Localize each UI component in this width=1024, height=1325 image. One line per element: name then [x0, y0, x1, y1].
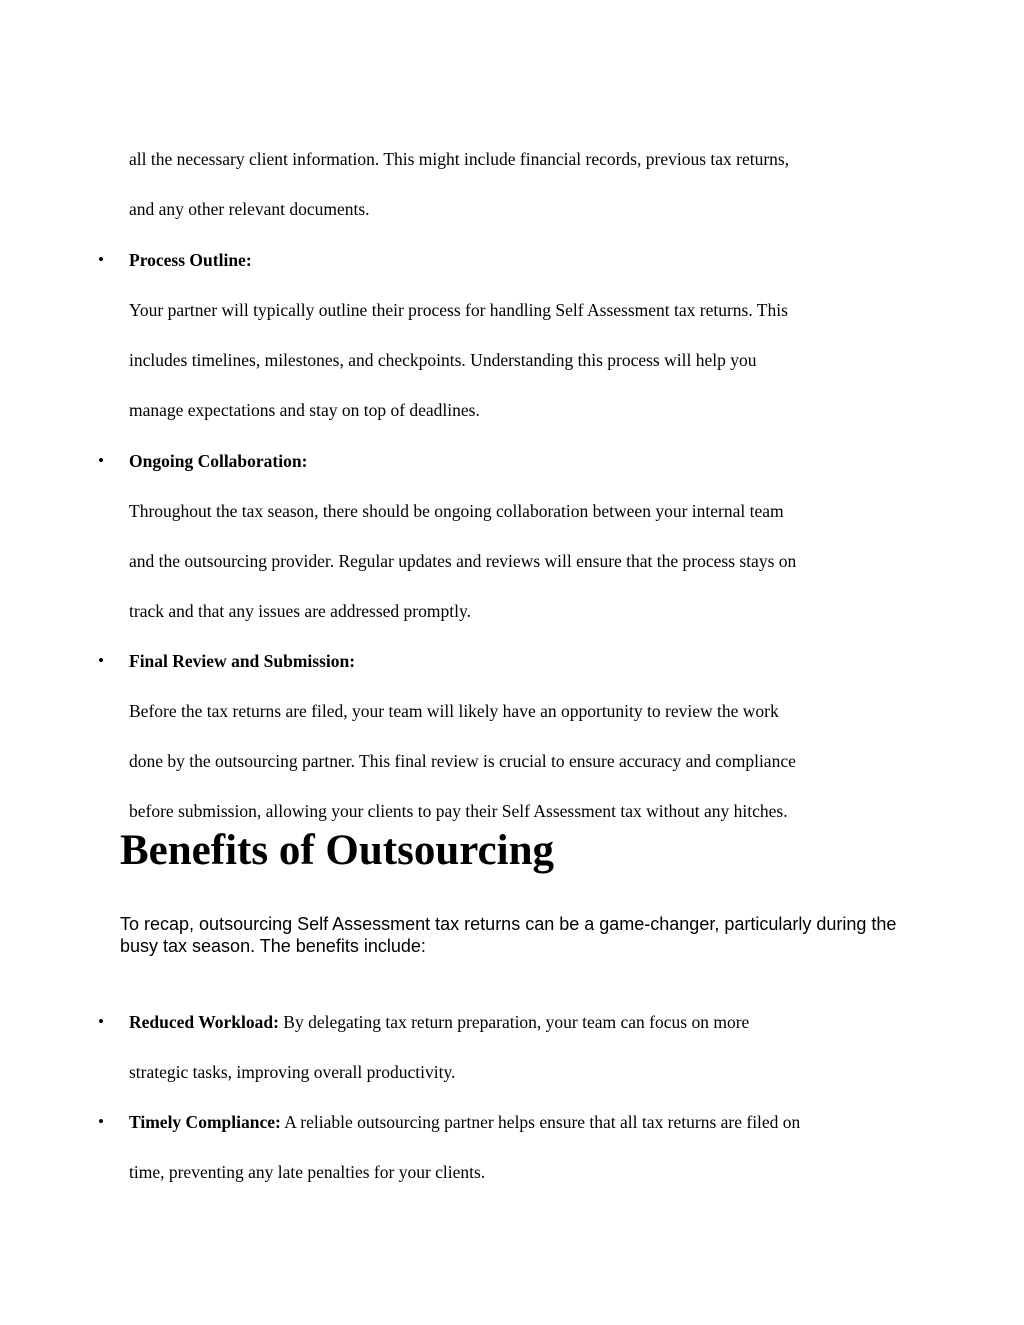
- process-outline-line-2: includes timelines, milestones, and checkpoints. Understanding this process will help you: [129, 350, 757, 370]
- ongoing-collaboration-line-1: Throughout the tax season, there should be ongoing collaboration between your internal team: [129, 501, 784, 521]
- process-outline-title: Process Outline:: [129, 250, 252, 270]
- continued-text-line-1: all the necessary client information. This might include financial records, previous tax returns,: [129, 149, 790, 169]
- process-outline-line-3: manage expectations and stay on top of deadlines.: [129, 400, 480, 420]
- ongoing-collaboration-line-2: and the outsourcing provider. Regular updates and reviews will ensure that the process stays on: [129, 551, 797, 571]
- process-outline-line-1: Your partner will typically outline their process for handling Self Assessment tax returns. This: [129, 300, 788, 320]
- benefit-item-timely-compliance: [129, 1111, 800, 1133]
- reduced-workload-text: By delegating tax return preparation, your team can focus on more: [278, 1012, 750, 1032]
- ongoing-collaboration-line-3: track and that any issues are addressed promptly.: [129, 601, 471, 621]
- bullet-glyph: •: [98, 451, 104, 470]
- reduced-workload-line-2: strategic tasks, improving overall productivity.: [129, 1062, 456, 1082]
- bullet-glyph: •: [98, 1112, 104, 1131]
- final-review-line-2: done by the outsourcing partner. This final review is crucial to ensure accuracy and compliance: [129, 751, 796, 771]
- final-review-line-1: Before the tax returns are filed, your team will likely have an opportunity to review the work: [129, 701, 779, 721]
- benefit-item-reduced-workload: [129, 1011, 749, 1033]
- ongoing-collaboration-title: Ongoing Collaboration:: [129, 451, 308, 471]
- benefits-intro: To recap, outsourcing Self Assessment tax returns can be a game-changer, particularly during the busy tax season. The benefits include:: [120, 914, 897, 956]
- final-review-title: Final Review and Submission:: [129, 651, 356, 671]
- continued-text-line-2: and any other relevant documents.: [129, 199, 370, 219]
- final-review-line-3: before submission, allowing your clients to pay their Self Assessment tax without any hitches.: [129, 801, 788, 821]
- timely-compliance-title: Timely Compliance:: [129, 1112, 281, 1132]
- bullet-glyph: •: [98, 250, 104, 269]
- bullet-glyph: •: [98, 1012, 104, 1031]
- benefits-heading: Benefits of Outsourcing: [120, 827, 554, 874]
- bullet-glyph: •: [98, 651, 104, 670]
- timely-compliance-text: A reliable outsourcing partner helps ensure that all tax returns are filed on: [280, 1112, 801, 1132]
- timely-compliance-line-2: time, preventing any late penalties for your clients.: [129, 1162, 486, 1182]
- reduced-workload-title: Reduced Workload:: [129, 1012, 279, 1032]
